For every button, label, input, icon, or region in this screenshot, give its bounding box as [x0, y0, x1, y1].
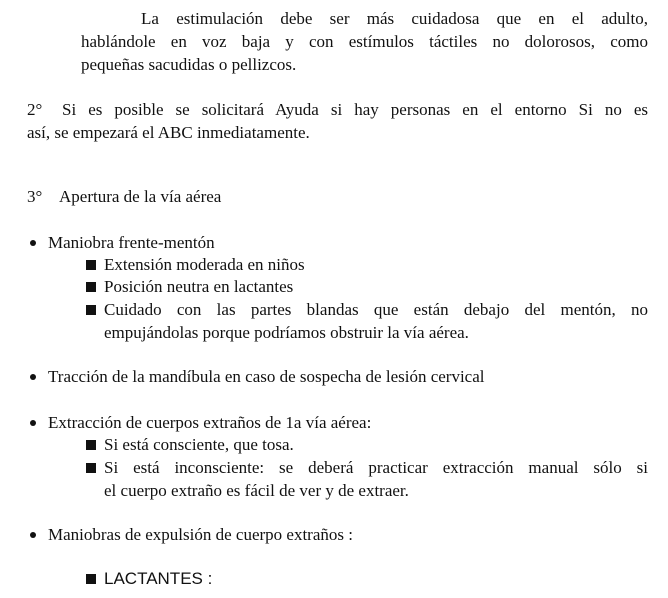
expulsion-label: Maniobras de expulsión de cuerpo extraños :	[48, 525, 353, 544]
maniobra-item-1: Extensión moderada en niños	[104, 255, 305, 274]
maniobra-item-3: Cuidado con las partes blandas que están debajo del mentón, no	[104, 300, 648, 319]
maniobra-label: Maniobra frente-mentón	[48, 233, 215, 252]
step-2-line-1: Si es posible se solicitará Ayuda si hay personas en el entorno Si no es	[62, 100, 648, 119]
bullet-dot-icon	[30, 532, 36, 538]
step-2-line-2: así, se empezará el ABC inmediatamente.	[27, 123, 310, 142]
intro-line-2: hablándole en voz baja y con estímulos táctiles no dolorosos, como	[81, 32, 648, 51]
bullet-square-icon	[86, 574, 96, 584]
bullet-square-icon	[86, 305, 96, 315]
extraccion-label: Extracción de cuerpos extraños de 1a vía aérea:	[48, 413, 372, 432]
bullet-square-icon	[86, 463, 96, 473]
extraccion-item-1: Si está consciente, que tosa.	[104, 435, 294, 454]
bullet-dot-icon	[30, 374, 36, 380]
bullet-dot-icon	[30, 240, 36, 246]
lactantes-label: LACTANTES :	[104, 569, 213, 588]
step-3-number: 3°	[27, 187, 43, 206]
intro-line-1: La estimulación debe ser más cuidadosa que en el adulto,	[141, 9, 648, 28]
bullet-dot-icon	[30, 420, 36, 426]
step-2-number: 2°	[27, 100, 43, 119]
intro-line-3: pequeñas sacudidas o pellizcos.	[81, 55, 297, 74]
step-3-title: Apertura de la vía aérea	[59, 187, 222, 206]
bullet-square-icon	[86, 260, 96, 270]
bullet-square-icon	[86, 282, 96, 292]
maniobra-item-2: Posición neutra en lactantes	[104, 277, 294, 296]
extraccion-item-2: Si está inconsciente: se deberá practicar extracción manual sólo si	[104, 458, 648, 477]
maniobra-item-3-cont: empujándolas porque podríamos obstruir la vía aérea.	[104, 323, 469, 342]
bullet-square-icon	[86, 440, 96, 450]
extraccion-item-2-cont: el cuerpo extraño es fácil de ver y de extraer.	[104, 481, 409, 500]
traccion-label: Tracción de la mandíbula en caso de sospecha de lesión cervical	[48, 367, 485, 386]
